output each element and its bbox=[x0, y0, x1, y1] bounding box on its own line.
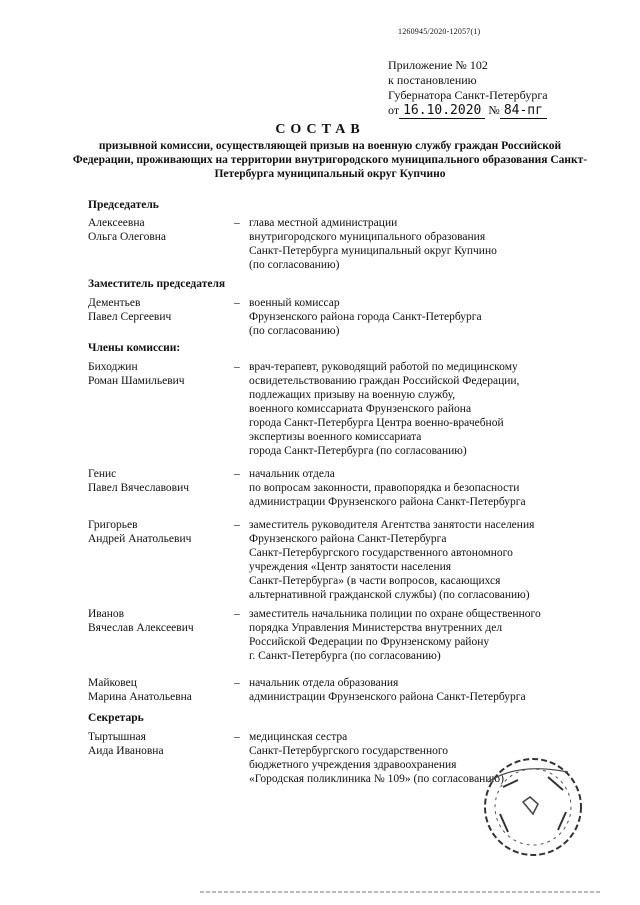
role-line: порядка Управления Министерства внутренних дел bbox=[249, 622, 503, 634]
surname: Генис bbox=[88, 468, 117, 480]
role-line: освидетельствованию граждан Российской Федерации, bbox=[249, 375, 520, 387]
given-name: Павел Вячеславович bbox=[88, 482, 190, 494]
given-name: Марина Анатольевна bbox=[88, 691, 192, 703]
role-line: администрации Фрунзенского района Санкт-Петербурга bbox=[249, 496, 526, 508]
role-line: Российской Федерации по Фрунзенскому району bbox=[249, 636, 490, 648]
document-subtitle: призывной комиссии, осуществляющей призыв на военную службу граждан Российской Федерации, проживающих на территории внутригородского муниципального образования Санкт-Петербурга муниципальный округ Купчино bbox=[72, 140, 588, 180]
role-line: военный комиссар bbox=[249, 297, 340, 309]
number-prefix: № bbox=[488, 103, 500, 117]
role-line: врач-терапевт, руководящий работой по медицинскому bbox=[249, 361, 518, 373]
surname: Тыртышная bbox=[88, 731, 146, 743]
surname: Дементьев bbox=[88, 297, 141, 309]
role-line: по вопросам законности, правопорядка и безопасности bbox=[249, 482, 520, 494]
given-name: Андрей Анатольевич bbox=[88, 533, 192, 545]
role-line: начальник отдела bbox=[249, 468, 335, 480]
section-chair: Председатель bbox=[88, 199, 159, 211]
role-line: экспертизы военного комиссариата bbox=[249, 431, 422, 443]
dash: – bbox=[234, 519, 240, 531]
member-role bbox=[249, 676, 609, 704]
role-line: заместитель руководителя Агентства занятости населения bbox=[249, 519, 535, 531]
appendix-ref: к постановлению bbox=[388, 73, 477, 87]
role-line: альтернативной гражданской службы) (по согласованию) bbox=[249, 589, 530, 601]
role-line: медицинская сестра bbox=[249, 731, 348, 743]
role-line: Санкт-Петербургского государственного автономного bbox=[249, 547, 513, 559]
role-line: Фрунзенского района города Санкт-Петербурга bbox=[249, 311, 482, 323]
surname: Григорьев bbox=[88, 519, 138, 531]
member-role bbox=[249, 360, 609, 458]
dash: – bbox=[234, 731, 240, 743]
secretary-name bbox=[88, 730, 238, 758]
role-line: города Санкт-Петербурга (по согласованию) bbox=[249, 445, 467, 457]
role-line: Санкт-Петербурга» (в части вопросов, касающихся bbox=[249, 575, 501, 587]
surname: Иванов bbox=[88, 608, 125, 620]
member-role bbox=[249, 518, 609, 602]
section-members: Члены комиссии: bbox=[88, 342, 181, 354]
member-role bbox=[249, 607, 609, 663]
surname: Алексеевна bbox=[88, 217, 145, 229]
chair-name bbox=[88, 216, 238, 244]
dash: – bbox=[234, 608, 240, 620]
role-line: заместитель начальника полиции по охране общественного bbox=[249, 608, 541, 620]
role-line: подлежащих призыву на военную службу, bbox=[249, 389, 456, 401]
role-line: города Санкт-Петербурга Центра военно-врачебной bbox=[249, 417, 504, 429]
role-line: глава местной администрации bbox=[249, 217, 398, 229]
role-line: г. Санкт-Петербурга (по согласованию) bbox=[249, 650, 441, 662]
handwritten-date: 16.10.2020 bbox=[399, 103, 485, 119]
document-title: СОСТАВ bbox=[275, 122, 365, 137]
member-name bbox=[88, 360, 238, 388]
role-line: администрации Фрунзенского района Санкт-Петербурга bbox=[249, 691, 526, 703]
role-line: военного комиссариата Фрунзенского района bbox=[249, 403, 472, 415]
surname: Майковец bbox=[88, 677, 137, 689]
dash: – bbox=[234, 217, 240, 229]
role-line: начальник отдела образования bbox=[249, 677, 399, 689]
chair-role bbox=[249, 216, 609, 272]
role-line: бюджетного учреждения здравоохранения bbox=[249, 759, 457, 771]
member-role bbox=[249, 467, 609, 509]
appendix-authority: Губернатора Санкт-Петербурга bbox=[388, 88, 548, 102]
official-stamp-icon bbox=[478, 752, 588, 862]
given-name: Роман Шамильевич bbox=[88, 375, 185, 387]
section-deputy: Заместитель председателя bbox=[88, 278, 226, 290]
dash: – bbox=[234, 468, 240, 480]
given-name: Аида Ивановна bbox=[88, 745, 164, 757]
role-line: (по согласованию) bbox=[249, 259, 340, 271]
role-line: Санкт-Петербурга муниципальный округ Купчино bbox=[249, 245, 497, 257]
member-name bbox=[88, 518, 238, 546]
date-prefix: от bbox=[388, 103, 400, 117]
given-name: Вячеслав Алексеевич bbox=[88, 622, 194, 634]
role-line: (по согласованию) bbox=[249, 325, 340, 337]
member-name bbox=[88, 467, 238, 495]
appendix-number: Приложение № 102 bbox=[388, 58, 488, 72]
role-line: внутригородского муниципального образования bbox=[249, 231, 486, 243]
appendix-date-line bbox=[388, 103, 548, 118]
given-name: Ольга Олеговна bbox=[88, 231, 167, 243]
surname: Биходжин bbox=[88, 361, 138, 373]
member-name bbox=[88, 676, 238, 704]
role-line: Санкт-Петербургского государственного bbox=[249, 745, 449, 757]
scan-edge-line bbox=[0, 888, 640, 898]
role-line: Фрунзенского района Санкт-Петербурга bbox=[249, 533, 447, 545]
section-secretary: Секретарь bbox=[88, 712, 144, 724]
member-name bbox=[88, 607, 238, 635]
dash: – bbox=[234, 297, 240, 309]
deputy-role bbox=[249, 296, 609, 338]
handwritten-number: 84-пг bbox=[500, 103, 547, 119]
dash: – bbox=[234, 677, 240, 689]
appendix-block bbox=[388, 58, 548, 118]
document-id: 1260945/2020-12057(1) bbox=[398, 27, 481, 36]
role-line: учреждения «Центр занятости населения bbox=[249, 561, 452, 573]
given-name: Павел Сергеевич bbox=[88, 311, 172, 323]
deputy-name bbox=[88, 296, 238, 324]
role-line: «Городская поликлиника № 109» (по согласованию) bbox=[249, 773, 504, 785]
dash: – bbox=[234, 361, 240, 373]
